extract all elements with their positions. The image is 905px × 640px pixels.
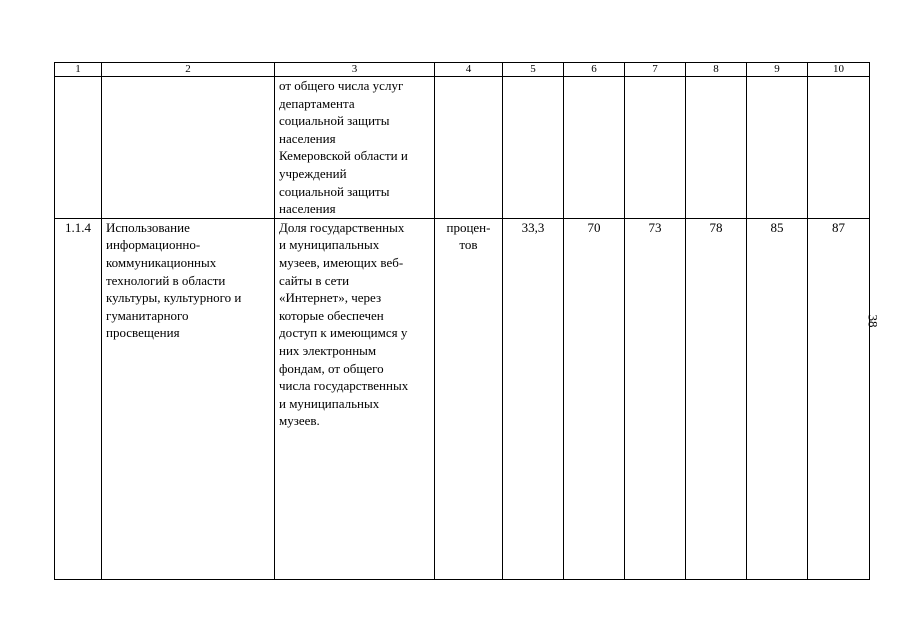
cell-value-9: 85 [747,218,808,579]
cell-unit: процен- тов [435,218,503,579]
cell-value-7: 73 [625,218,686,579]
column-number-10: 10 [808,63,870,77]
column-number-7: 7 [625,63,686,77]
cell-unit [435,77,503,219]
cell-number [55,77,102,219]
cell-value-10: 87 [808,218,870,579]
cell-value-8 [686,77,747,219]
cell-value-5: 33,3 [503,218,564,579]
cell-name [102,77,275,219]
cell-value-5 [503,77,564,219]
cell-value-10 [808,77,870,219]
cell-indicator: Доля государственных и муниципальных музеев, имеющих веб- сайты в сети «Интернет», через которые обеспечен доступ к имеющимся у них электронным фондам, от общего числа государственных и муниципальных музеев. [275,218,435,579]
column-number-2: 2 [102,63,275,77]
cell-value-7 [625,77,686,219]
column-number-4: 4 [435,63,503,77]
table-row-1-1-4 [55,218,870,579]
column-number-6: 6 [564,63,625,77]
indicators-table [54,62,870,580]
table-row-continuation [55,77,870,219]
cell-name: Использование информационно- коммуникационных технологий в области культуры, культурного и гуманитарного просвещения [102,218,275,579]
column-number-row [55,63,870,77]
cell-value-9 [747,77,808,219]
column-number-1: 1 [55,63,102,77]
page-number: 38 [865,314,881,328]
cell-value-6 [564,77,625,219]
cell-value-8: 78 [686,218,747,579]
column-number-5: 5 [503,63,564,77]
column-number-9: 9 [747,63,808,77]
column-number-3: 3 [275,63,435,77]
cell-value-6: 70 [564,218,625,579]
column-number-8: 8 [686,63,747,77]
cell-indicator: от общего числа услуг департамента социальной защиты населения Кемеровской области и учреждений социальной защиты населения [275,77,435,219]
cell-number: 1.1.4 [55,218,102,579]
